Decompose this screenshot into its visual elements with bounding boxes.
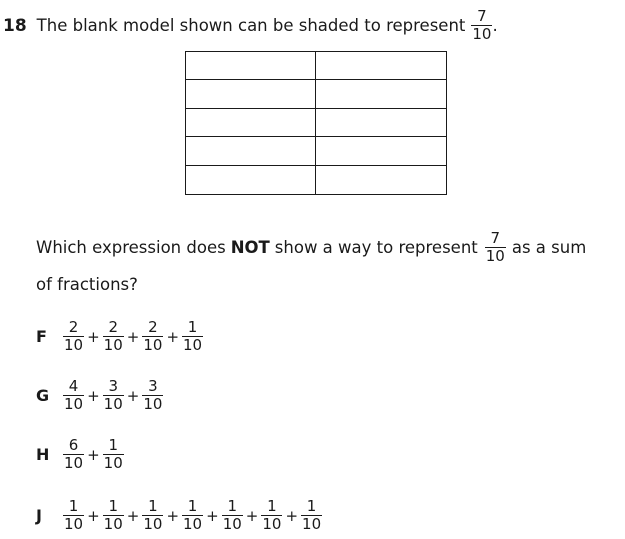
fraction-denominator: 10 xyxy=(143,395,163,413)
fraction-denominator: 10 xyxy=(103,395,123,413)
prompt-line-2: of fractions? xyxy=(36,275,138,294)
choice-fraction xyxy=(301,499,322,532)
fraction-numerator: 6 xyxy=(68,436,79,454)
prompt-text-end: as a sum xyxy=(511,238,587,257)
model-cell xyxy=(316,137,446,165)
choice-fraction xyxy=(222,499,243,532)
choice-fraction xyxy=(103,320,124,353)
stem-fraction xyxy=(471,9,492,42)
fraction-numerator: 7 xyxy=(477,7,487,25)
fraction-numerator: 1 xyxy=(68,497,79,515)
fraction-numerator: 2 xyxy=(68,318,79,336)
choice-expression xyxy=(63,320,203,353)
choice-letter: F xyxy=(36,327,47,346)
plus-sign: + xyxy=(87,386,100,405)
plus-sign: + xyxy=(126,327,140,346)
fraction-denominator: 10 xyxy=(64,395,84,413)
choice-fraction xyxy=(63,438,84,471)
model-cell xyxy=(316,166,446,194)
fraction-numerator: 1 xyxy=(108,497,118,515)
fraction-denominator: 10 xyxy=(103,454,123,472)
fraction-numerator: 1 xyxy=(108,436,118,454)
model-cell xyxy=(316,109,446,137)
choice-fraction xyxy=(103,379,124,412)
fraction-numerator: 1 xyxy=(187,318,198,336)
plus-sign: + xyxy=(126,386,140,405)
fraction-denominator: 10 xyxy=(183,336,203,354)
choice-fraction xyxy=(261,499,282,532)
plus-sign: + xyxy=(166,506,180,525)
fraction-denominator: 10 xyxy=(472,25,492,43)
prompt-bold-word: NOT xyxy=(230,238,270,257)
fraction-numerator: 2 xyxy=(108,318,118,336)
prompt-line-1 xyxy=(36,231,586,264)
fraction-numerator: 2 xyxy=(148,318,158,336)
question-number: 18 xyxy=(3,15,27,36)
choice-fraction xyxy=(142,379,163,412)
prompt-text-start: Which expression does xyxy=(36,238,226,257)
plus-sign: + xyxy=(126,506,140,525)
fraction-denominator: 10 xyxy=(103,515,123,533)
fraction-numerator: 1 xyxy=(267,497,277,515)
fraction-denominator: 10 xyxy=(183,515,203,533)
model-cell xyxy=(186,137,316,165)
fraction-numerator: 1 xyxy=(187,497,198,515)
fraction-denominator: 10 xyxy=(485,247,505,265)
fraction-denominator: 10 xyxy=(302,515,322,533)
plus-sign: + xyxy=(206,506,219,525)
stem-text: The blank model shown can be shaded to represent xyxy=(36,16,466,35)
question-stem xyxy=(3,9,498,42)
blank-fraction-model xyxy=(185,51,447,195)
fraction-numerator: 3 xyxy=(148,377,158,395)
choice-letter: J xyxy=(36,506,42,525)
plus-sign: + xyxy=(285,506,299,525)
choice-fraction xyxy=(142,320,163,353)
choice-letter: H xyxy=(36,445,50,464)
choice-fraction xyxy=(182,320,203,353)
choice-fraction xyxy=(142,499,163,532)
choice-expression xyxy=(63,379,163,412)
model-cell xyxy=(316,80,446,108)
stem-period: . xyxy=(492,16,498,35)
fraction-numerator: 1 xyxy=(306,497,317,515)
choice-expression xyxy=(63,499,322,532)
choice-fraction xyxy=(63,499,84,532)
fraction-numerator: 4 xyxy=(68,377,79,395)
fraction-denominator: 10 xyxy=(262,515,282,533)
choice-fraction xyxy=(63,320,84,353)
model-cell xyxy=(186,109,316,137)
choice-fraction xyxy=(103,499,124,532)
fraction-numerator: 1 xyxy=(227,497,237,515)
fraction-denominator: 10 xyxy=(64,454,84,472)
plus-sign: + xyxy=(87,327,100,346)
fraction-denominator: 10 xyxy=(143,515,163,533)
answer-choice-f[interactable] xyxy=(36,320,203,353)
choice-fraction xyxy=(63,379,84,412)
prompt-fraction xyxy=(485,231,506,264)
plus-sign: + xyxy=(87,445,100,464)
fraction-denominator: 10 xyxy=(143,336,163,354)
prompt-text-middle: show a way to represent xyxy=(274,238,478,257)
fraction-denominator: 10 xyxy=(103,336,123,354)
model-cell xyxy=(316,52,446,80)
fraction-denominator: 10 xyxy=(64,336,84,354)
choice-fraction xyxy=(182,499,203,532)
plus-sign: + xyxy=(87,506,100,525)
choice-expression xyxy=(63,438,124,471)
choice-letter: G xyxy=(36,386,50,405)
answer-choice-j[interactable] xyxy=(36,499,322,532)
plus-sign: + xyxy=(166,327,180,346)
model-cell xyxy=(186,80,316,108)
fraction-numerator: 1 xyxy=(148,497,158,515)
model-cell xyxy=(186,166,316,194)
fraction-denominator: 10 xyxy=(64,515,84,533)
fraction-numerator: 7 xyxy=(490,229,501,247)
fraction-denominator: 10 xyxy=(222,515,242,533)
model-cell xyxy=(186,52,316,80)
fraction-numerator: 3 xyxy=(108,377,118,395)
answer-choice-h[interactable] xyxy=(36,438,124,471)
choice-fraction xyxy=(103,438,124,471)
plus-sign: + xyxy=(245,506,259,525)
answer-choice-g[interactable] xyxy=(36,379,163,412)
